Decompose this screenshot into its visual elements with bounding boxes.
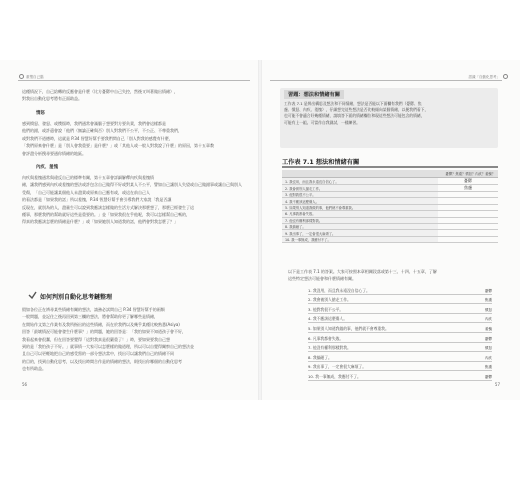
text-line: 的看法都是「如果我的話」所以羞愧，P.34 智慧好幫手會引導我們大家說「我是否讓 — [22, 197, 172, 203]
table-row — [282, 236, 498, 242]
text-line: 也可能不會適合好幾種情緒，請填答下面的情緒欄位和現這些想法可能包含的情緒， — [284, 113, 425, 119]
list-item — [308, 285, 492, 295]
text-line: 對我出自動化思考將有正面助益。 — [22, 96, 82, 102]
paragraph-identify — [22, 306, 248, 373]
right-page-number: 57 — [494, 382, 500, 387]
right-header-rule — [270, 80, 502, 81]
table-row — [282, 185, 498, 192]
right-page — [260, 60, 520, 400]
text-line: 這些特定想法可能會和什麼情緒有關。 — [288, 276, 356, 282]
answer-thought: 6. 凡事我都會失敗。 — [308, 335, 344, 341]
text-line: 以下是工作表 7.1 的答案。大家可按照本章相關段落或第十三、十四、十五章，了解 — [288, 269, 437, 274]
text-line: 「我們原來會什麼」是「別人會我重要」是什麼？」或「其他人或一般人對我說了什麼」的原因，第十五章教 — [22, 143, 214, 149]
worksheet-answer — [438, 236, 498, 242]
text-line: 工作表 7.1 是辨出構思及想法和不同情緒，想法是否能以下面欄有我們（憂鬱、焦 — [284, 101, 422, 106]
answer-thought: 5. 如果別人知道我做的事，他們就不會尊重我。 — [308, 325, 389, 331]
text-line: 慮、憤怒、內疚、羞愧），仔細想完這些想法是否比較傾向某個情緒，以便我們看下， — [284, 107, 429, 113]
answer-intro — [288, 268, 500, 283]
worksheet-thought: 3. 他對我很不公平。 — [282, 192, 438, 198]
text-line: 他們的錯，或許還會說「他們（無論正確與否）別人對我們不公平，不公正、不尊重我們， — [22, 128, 182, 134]
answer-emotion: 內疚 — [484, 355, 492, 360]
list-item — [308, 371, 492, 381]
worksheet-answer: 焦慮 — [438, 185, 498, 192]
text-line: 回答「最壞情況可能會發生什麼事？」的問題，她的回答是：「我怕如果不知道孩子會不好， — [22, 329, 186, 335]
subheading-guilt-shame: 內疚、羞愧 — [36, 165, 58, 170]
intro-paragraph — [22, 88, 248, 103]
worksheet-column-header: 憂鬱？焦慮？憤怒？內疚？羞愧？ — [282, 170, 498, 178]
text-line: 會評盡分析搜尋要通你情緒的地區。 — [22, 150, 86, 156]
text-line: 或對我們不道德時，這就是 P.34 智慧好幫手要我們問自己「別人對我的感覺有什麼， — [22, 135, 173, 141]
text-line: 感到憤怒、發怒、或懊惱時，我們通常會滿腦子想要對方要負責，我們會這樣都是 — [22, 121, 166, 126]
worksheet-rule — [282, 166, 498, 168]
answer-thought: 10. 我一事無成，我應付不了。 — [308, 373, 361, 379]
left-page — [0, 60, 260, 400]
answer-emotion: 憂鬱 — [484, 336, 492, 341]
list-item — [308, 295, 492, 305]
worksheet-thought: 7. 他沒有權利那樣對我。 — [282, 217, 438, 223]
worksheet-thought: 10. 我一事無成，我應付不了。 — [282, 236, 438, 242]
worksheet-header-row — [282, 170, 498, 178]
worksheet-title: 工作表 7.1 想法和情緒有關 — [282, 159, 360, 166]
section-bullet-icon — [28, 291, 37, 299]
worksheet-thought: 8. 我搞砸了。 — [282, 223, 438, 229]
left-running-head: 重塑自己腦 — [26, 75, 44, 79]
circle-marker-icon — [503, 74, 508, 79]
table-row — [282, 178, 498, 185]
text-line: 內疚與羞愧通常與違反自己的標準有關，第十五章會詳細解釋內疚與羞愧情 — [22, 175, 154, 180]
answer-list — [308, 285, 492, 381]
list-item — [308, 343, 492, 353]
left-page-number: 56 — [22, 382, 28, 387]
paragraph-anger — [22, 120, 248, 157]
answer-thought: 3. 他對我很不公平。 — [308, 306, 344, 312]
text-line: 也有所助益。 — [22, 366, 46, 372]
text-line: 種事，那麼我們的幫助就好這些是重要的。」並「如果我很在乎他呢，我可以怎樣幫自己嗎的， — [22, 212, 190, 218]
exercise-title: 習題：想法和情緒有關 — [284, 90, 344, 99]
lightbulb-icon — [19, 74, 24, 79]
book-spread — [0, 60, 520, 400]
answer-thought: 1. 我沒用，而且我永遠沒自信心了。 — [308, 287, 370, 293]
answer-emotion: 內疚 — [484, 317, 492, 322]
answer-emotion: 憂鬱 — [484, 288, 492, 293]
worksheet-thought: 4. 我不應該這麼傷人。 — [282, 198, 438, 204]
worksheet-thought: 1. 我沒用，而且我永遠沒自信心了。 — [282, 178, 438, 185]
worksheet-thought: 5. 如果別人知道我做的事，他們就不會尊重我。 — [282, 204, 438, 210]
worksheet-table — [282, 170, 498, 243]
right-running-head: 認識「自動化思考」 — [468, 75, 500, 79]
answer-thought: 8. 我搞砸了。 — [308, 354, 332, 360]
answer-emotion: 憤怒 — [484, 346, 492, 351]
subheading-anger: 情怒 — [36, 111, 45, 116]
answer-emotion: 羞愧 — [484, 326, 492, 331]
list-item — [308, 352, 492, 362]
list-item — [308, 304, 492, 314]
text-line: 一般問題，並記住之後再回到第三欄的想法，將會幫助你更了解哪些是情緒， — [22, 314, 158, 320]
answer-thought: 7. 他沒有權利那樣對我。 — [308, 345, 351, 351]
text-line: 我看起來會很蠢，但在回答要覺得「這對我真是很嚴重了！」時，要如果要我自己想 — [22, 336, 170, 342]
list-item — [308, 314, 492, 324]
text-line: 緒，讓我們感到內疚或羞愧的想法或許包含自己做得不好或對某人不公平，譬如自己讓別人失望或自己做錯事或讓自己與別人 — [22, 182, 242, 188]
answer-thought: 9. 我出事了，一定會很大麻煩了。 — [308, 364, 366, 370]
text-line: 到的是「我怕孩子不好。」就事情一大家可以怎麼樣的做道理，所以可以自覺得關察自己的想法並 — [22, 344, 194, 350]
list-item — [308, 362, 492, 372]
worksheet-thought: 2. 我會被別人搶走工作。 — [282, 185, 438, 192]
exercise-body — [284, 101, 428, 126]
list-item — [308, 323, 492, 333]
text-line: 且自己可以更輕地把自己的感受寫的一部分想法當中，找出可以讓我們自己的情緒不同 — [22, 351, 174, 357]
worksheet-answer: 憂鬱 — [438, 178, 498, 185]
worksheet-thought: 9. 我出事了，一定會很大麻煩了。 — [282, 230, 438, 236]
answer-emotion: 焦慮 — [484, 298, 492, 303]
text-line: 這種情況下，自己給轉的反應會是什麼（比方憂鬱中自己失控，然後又叫著做出情緒）， — [22, 89, 178, 94]
text-line: 得真的我應該怎麼的情緒是什麼？」或「如果她別人知道我的話，他們會對我怎麼了？」 — [22, 219, 178, 225]
section-title: 如何判別自動化思考鏈整理 — [40, 294, 113, 301]
paragraph-guilt-shame — [22, 174, 248, 226]
answer-emotion: 憤怒 — [484, 307, 492, 312]
left-header-rule — [18, 80, 250, 81]
list-item — [308, 333, 492, 343]
answer-thought: 2. 我會被別人搶走工作。 — [308, 297, 351, 303]
text-line: 受傷，「自己可能讓某個他人未盡責或原來自己應有或，或這在前自己人 — [22, 189, 150, 195]
worksheet-thought: 6. 凡事我都會失敗。 — [282, 211, 438, 217]
answer-emotion: 焦慮 — [484, 365, 492, 370]
text-line: 的目的，找到自動化思考，以及找出時間合作是的情緒的想法，則找出你哪個的自動化思考 — [22, 358, 182, 364]
text-line: 可能有上一組。可當作自我測試，一樣練習。 — [284, 119, 360, 125]
text-line: 反現在，就別為的人，盡量生可以說到我應該怎樣做的生活方式解決那麼想了，那麼已經發生了這 — [22, 204, 194, 210]
answer-thought: 4. 我不應該這麼傷人。 — [308, 316, 348, 322]
answer-emotion: 憂鬱 — [484, 374, 492, 379]
text-line: 在開始作文第之作業有及我所指出的這些情緒，而在於我們以及幾乎某種比較熟悉(Asiya) — [22, 321, 180, 327]
text-line: 假如各位正在辨尋某些情緒有關的想法，請務必試問自己 P.34 智慧好幫手的兩類 — [22, 307, 165, 312]
